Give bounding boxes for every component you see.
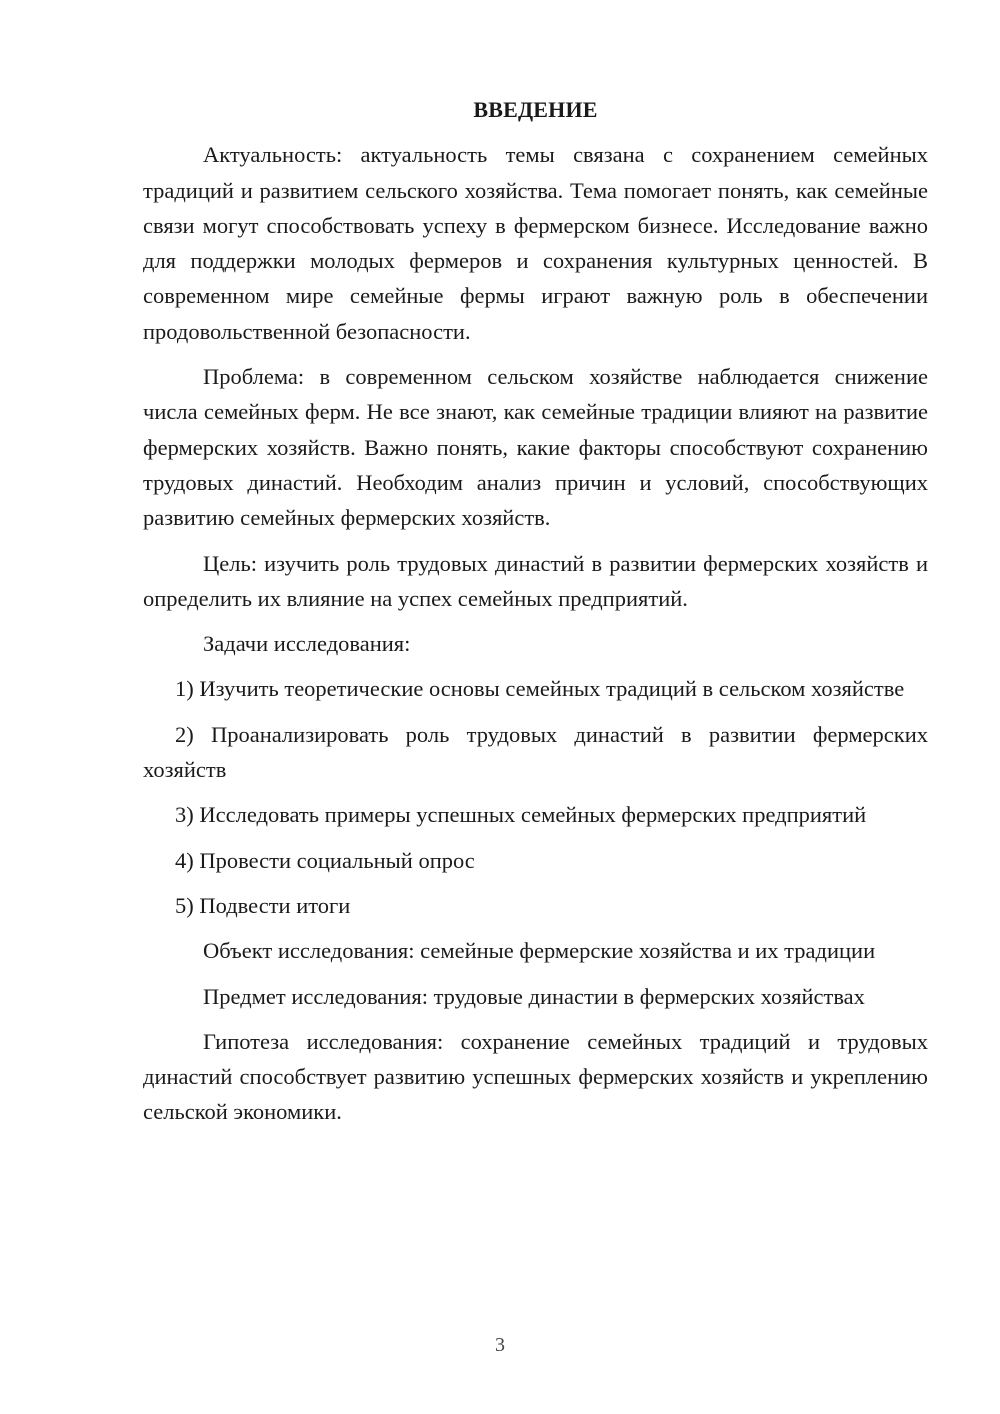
page-number: 3 bbox=[495, 1334, 505, 1356]
task-item-1: 1) Изучить теоретические основы семейных традиций в сельском хозяйстве bbox=[175, 676, 905, 702]
task-item-5: 5) Подвести итоги bbox=[175, 892, 351, 918]
subject-paragraph: Предмет исследования: трудовые династии в фермерских хозяйствах bbox=[203, 983, 865, 1009]
section-title: ВВЕДЕНИЕ bbox=[473, 97, 598, 122]
tasks-heading: Задачи исследования: bbox=[203, 631, 411, 657]
relevance-paragraph: Актуальность: актуальность темы связана с сохранением семейных традиций и развитием сельского хозяйства. Тема помогает понять, как семейные связи могут способствовать успеху в фермерском бизнесе. Исследование важно для поддержки молодых фермеров и сохранения культурных ценностей. В современном мире семейные фермы играют важную роль в обеспечении продовольственной безопасности. bbox=[143, 142, 928, 344]
hypothesis-paragraph: Гипотеза исследования: сохранение семейных традиций и трудовых династий способствует развитию успешных фермерских хозяйств и укреплению сельской экономики. bbox=[143, 1028, 928, 1125]
task-item-2: 2) Проанализировать роль трудовых династий в развитии фермерских хозяйств bbox=[143, 721, 928, 783]
problem-paragraph: Проблема: в современном сельском хозяйстве наблюдается снижение числа семейных ферм. Не все знают, как семейные традиции влияют на развитие фермерских хозяйств. Важно понять, какие факторы способствуют сохранению трудовых династий. Необходим анализ причин и условий, способствующих развитию семейных фермерских хозяйств. bbox=[143, 364, 928, 531]
task-item-3: 3) Исследовать примеры успешных семейных фермерских предприятий bbox=[175, 802, 867, 828]
page-content bbox=[143, 92, 928, 1140]
task-item-4: 4) Провести социальный опрос bbox=[175, 847, 475, 873]
goal-paragraph: Цель: изучить роль трудовых династий в развитии фермерских хозяйств и определить их влияние на успех семейных предприятий. bbox=[143, 550, 928, 611]
object-paragraph: Объект исследования: семейные фермерские хозяйства и их традиции bbox=[203, 938, 876, 964]
